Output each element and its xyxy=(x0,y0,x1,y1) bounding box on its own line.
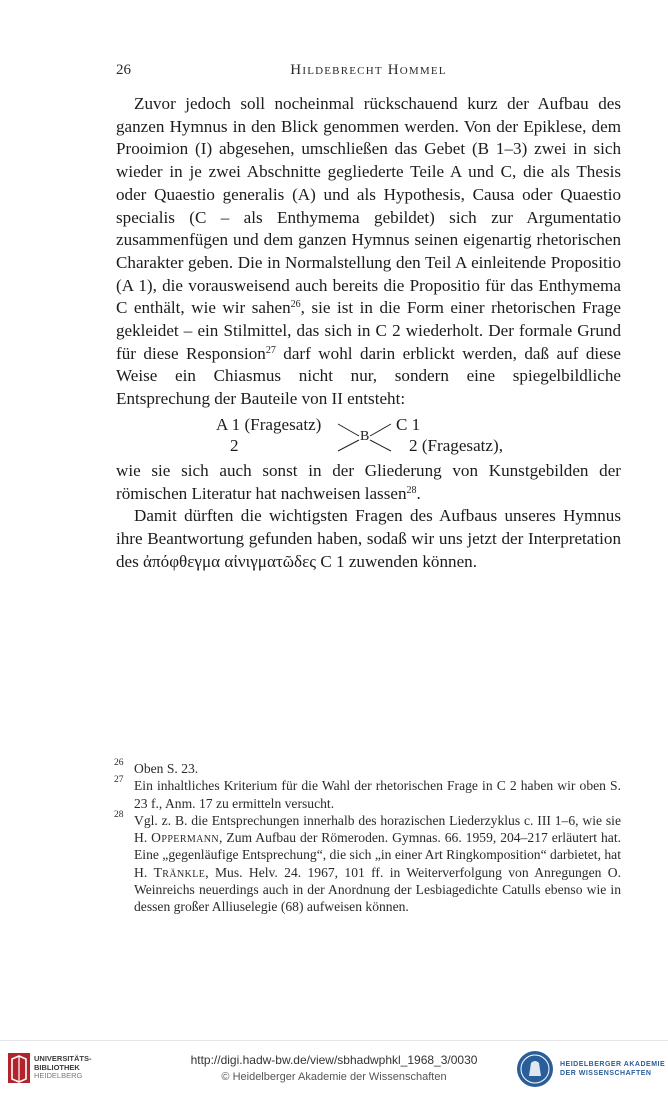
text-run: Zuvor jedoch soll nocheinmal rückschauend kurz der Aufbau des ganzen Hymnus in den Blick genommen werden. Von der Epiklese, dem Prooimion (I) abgesehen, umschließen das Gebet (B 1–3) zwei in sich wieder in je zwei Abschnitte gegliederte Teile A und C, die als Thesis oder Quaestio generalis (A) und als Hypothesis, Causa oder Quaestio specialis (C – als Enthymema gebildet) sich zur Argumentatio zusammenfügen und dem ganzen Hymnus seinen eigenartig rhetorischen Charakter geben. Die in Normalstellung den Teil A einleitende Propositio (A 1), die vorausweisend auch bereits die Propositio für das Enthymema C enthält, wie wir sahen xyxy=(116,94,621,318)
text-run: , Zum Aufbau der Römeroden. Gymnas. 66. 1959, 204–217 erläutert hat. Eine „gegenläufige Entsprechung“, die sich „in einer Art Ringkomposition“ darbietet, hat H. xyxy=(134,830,621,880)
author-name: Oppermann xyxy=(151,830,220,846)
running-header xyxy=(116,62,621,82)
scheme-a1: A 1 (Fragesatz) xyxy=(216,414,322,434)
text-run: darf wohl darin erblickt werden, daß auf diese Weise ein Chiasmus nicht nur, sondern eine spiegelbildliche Entsprechung der Bauteile von II entsteht: xyxy=(116,343,621,409)
footnote-number: 27 xyxy=(114,775,124,786)
library-line: BIBLIOTHEK xyxy=(34,1062,80,1072)
academy-line: HEIDELBERGER AKADEMIE xyxy=(560,1061,666,1068)
footnote-ref-26[interactable]: 26 xyxy=(290,299,301,311)
chiasmus-scheme xyxy=(116,414,621,460)
paragraph: Damit dürften die wichtigsten Fragen des Aufbaus unseres Hymnus ihre Beantwortung gefunden haben, sodaß wir uns jetzt der Interpretation des ἀπόφθεγμα αἰνιγματῶδες C 1 zuwenden können. xyxy=(116,506,621,571)
viewer-footer xyxy=(0,1040,668,1095)
library-line: UNIVERSITÄTS- xyxy=(34,1054,92,1063)
footnote-number: 28 xyxy=(114,809,124,820)
footnote-27 xyxy=(116,777,621,812)
academy-line: DER WISSENSCHAFTEN xyxy=(560,1070,652,1077)
text-run: , Mus. Helv. 24. 1967, 101 ff. in Weiterverfolgung von Anregungen O. Weinreichs neuerdings auch in der Anordnung der Lesbiagedichte Catulls ebenso wie in dessen großer Alliuselegie (68) aufweisen können. xyxy=(134,864,621,915)
text-run: wie sie sich auch sonst in der Gliederung von Kunstgebilden der römischen Literatur hat nachweisen lassen xyxy=(116,460,621,503)
scheme-center: B xyxy=(360,428,370,444)
text-run: , sie ist in die Form einer rhetorischen Frage gekleidet – ein Stilmittel, das sich in C 2 wiederholt. Der formale Grund für diese Responsion xyxy=(116,298,622,363)
page-number: 26 xyxy=(116,62,131,78)
footnotes xyxy=(116,760,621,916)
copyright-notice: © Heidelberger Akademie der Wissenschaften xyxy=(221,1071,447,1083)
footnote-28 xyxy=(114,809,621,916)
author-name: Tränkle xyxy=(153,864,206,880)
scheme-c2: 2 (Fragesatz), xyxy=(409,435,503,455)
text-run: . xyxy=(416,483,421,503)
footnote-text: Ein inhaltliches Kriterium für die Wahl der rhetorischen Frage in C 2 haben wir oben S. 23 f., Anm. 17 zu ermitteln versucht. xyxy=(134,778,621,811)
text-run: Vgl. z. B. die Entsprechungen innerhalb des horazischen Liederzyklus c. III 1–6, wie sie H. xyxy=(134,812,621,846)
paragraph xyxy=(116,460,621,505)
academy-label xyxy=(560,1060,665,1078)
permalink-url[interactable]: http://digi.hadw-bw.de/view/sbhadwphkl_1968_3/0030 xyxy=(190,1053,478,1067)
main-text xyxy=(116,93,621,573)
library-line: HEIDELBERG xyxy=(34,1071,83,1080)
running-head-author: Hildebrecht Hommel xyxy=(290,62,447,78)
academy-seal-icon[interactable] xyxy=(515,1049,555,1089)
scheme-a2: 2 xyxy=(230,435,239,455)
paragraph xyxy=(116,93,621,411)
scheme-c1: C 1 xyxy=(396,414,421,434)
footnote-ref-27[interactable]: 27 xyxy=(265,344,276,356)
footnote-number: 26 xyxy=(114,758,124,768)
footnote-text xyxy=(116,812,621,916)
footnote-26 xyxy=(116,760,621,777)
footnote-text: Oben S. 23. xyxy=(134,761,199,776)
footnote-ref-28[interactable]: 28 xyxy=(406,484,417,496)
